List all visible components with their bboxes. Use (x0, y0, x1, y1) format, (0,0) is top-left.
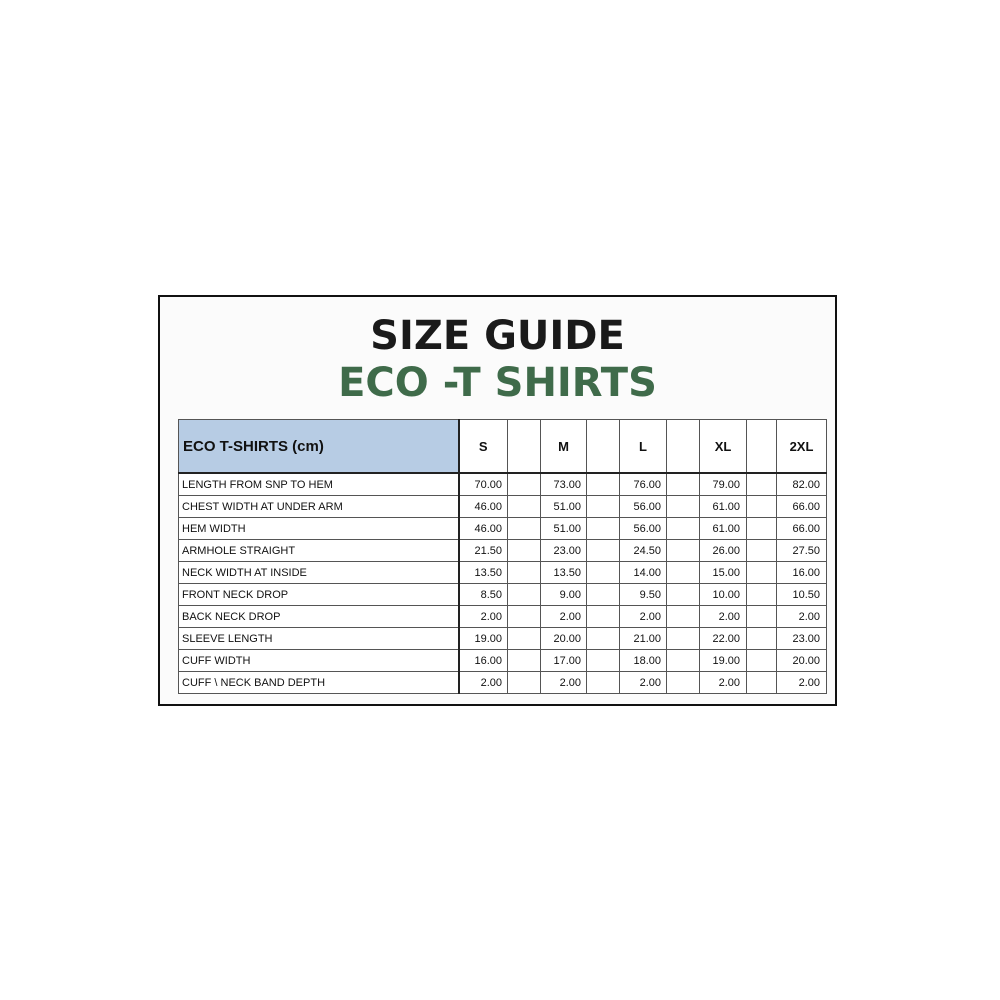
spacer-cell (508, 584, 541, 606)
spacer-cell (667, 672, 700, 694)
spacer-cell (587, 672, 620, 694)
spacer-cell (747, 496, 777, 518)
spacer-cell (508, 540, 541, 562)
measurement-label: CHEST WIDTH AT UNDER ARM (179, 496, 459, 518)
size-header-l: L (620, 420, 667, 474)
spacer-cell (667, 606, 700, 628)
size-table (178, 419, 827, 694)
value-cell-l: 9.50 (620, 584, 667, 606)
spacer-cell (587, 562, 620, 584)
table-row (179, 518, 827, 540)
value-cell-l: 56.00 (620, 496, 667, 518)
value-cell-m: 2.00 (541, 672, 587, 694)
measurement-label: NECK WIDTH AT INSIDE (179, 562, 459, 584)
value-cell-l: 2.00 (620, 606, 667, 628)
value-cell-2xl: 66.00 (777, 496, 827, 518)
spacer-cell (747, 473, 777, 496)
table-row (179, 584, 827, 606)
value-cell-m: 13.50 (541, 562, 587, 584)
spacer-cell (587, 518, 620, 540)
value-cell-xl: 26.00 (700, 540, 747, 562)
spacer-cell (667, 518, 700, 540)
spacer-cell (747, 518, 777, 540)
spacer-cell (747, 420, 777, 474)
value-cell-m: 23.00 (541, 540, 587, 562)
value-cell-xl: 2.00 (700, 672, 747, 694)
spacer-cell (587, 540, 620, 562)
value-cell-m: 20.00 (541, 628, 587, 650)
table-header-label: ECO T-SHIRTS (cm) (179, 420, 459, 474)
value-cell-m: 17.00 (541, 650, 587, 672)
value-cell-s: 2.00 (459, 606, 508, 628)
value-cell-m: 51.00 (541, 496, 587, 518)
spacer-cell (667, 584, 700, 606)
value-cell-2xl: 82.00 (777, 473, 827, 496)
spacer-cell (587, 420, 620, 474)
spacer-cell (667, 540, 700, 562)
table-header-row (179, 420, 827, 474)
value-cell-l: 56.00 (620, 518, 667, 540)
spacer-cell (508, 650, 541, 672)
value-cell-xl: 19.00 (700, 650, 747, 672)
value-cell-xl: 2.00 (700, 606, 747, 628)
value-cell-l: 2.00 (620, 672, 667, 694)
size-header-s: S (459, 420, 508, 474)
spacer-cell (508, 473, 541, 496)
value-cell-2xl: 2.00 (777, 606, 827, 628)
table-row (179, 672, 827, 694)
table-row (179, 606, 827, 628)
value-cell-s: 16.00 (459, 650, 508, 672)
value-cell-xl: 61.00 (700, 518, 747, 540)
spacer-cell (587, 473, 620, 496)
value-cell-m: 2.00 (541, 606, 587, 628)
spacer-cell (667, 420, 700, 474)
value-cell-2xl: 27.50 (777, 540, 827, 562)
value-cell-s: 21.50 (459, 540, 508, 562)
spacer-cell (508, 606, 541, 628)
size-guide-card (158, 295, 837, 706)
spacer-cell (508, 672, 541, 694)
spacer-cell (587, 584, 620, 606)
spacer-cell (667, 650, 700, 672)
value-cell-m: 9.00 (541, 584, 587, 606)
spacer-cell (747, 584, 777, 606)
spacer-cell (508, 496, 541, 518)
measurement-label: LENGTH FROM SNP TO HEM (179, 473, 459, 496)
size-header-m: M (541, 420, 587, 474)
table-row (179, 473, 827, 496)
value-cell-xl: 61.00 (700, 496, 747, 518)
measurement-label: FRONT NECK DROP (179, 584, 459, 606)
value-cell-m: 51.00 (541, 518, 587, 540)
spacer-cell (747, 628, 777, 650)
value-cell-xl: 15.00 (700, 562, 747, 584)
table-row (179, 540, 827, 562)
table-row (179, 562, 827, 584)
measurement-label: SLEEVE LENGTH (179, 628, 459, 650)
value-cell-l: 14.00 (620, 562, 667, 584)
spacer-cell (587, 606, 620, 628)
spacer-cell (667, 473, 700, 496)
page-title: SIZE GUIDE (370, 313, 625, 359)
spacer-cell (508, 562, 541, 584)
table-row (179, 650, 827, 672)
spacer-cell (747, 650, 777, 672)
value-cell-l: 21.00 (620, 628, 667, 650)
spacer-cell (587, 496, 620, 518)
value-cell-s: 19.00 (459, 628, 508, 650)
size-header-2xl: 2XL (777, 420, 827, 474)
value-cell-l: 24.50 (620, 540, 667, 562)
spacer-cell (508, 420, 541, 474)
spacer-cell (667, 562, 700, 584)
measurement-label: CUFF WIDTH (179, 650, 459, 672)
value-cell-xl: 22.00 (700, 628, 747, 650)
value-cell-2xl: 66.00 (777, 518, 827, 540)
value-cell-2xl: 23.00 (777, 628, 827, 650)
spacer-cell (747, 562, 777, 584)
value-cell-s: 13.50 (459, 562, 508, 584)
value-cell-s: 46.00 (459, 496, 508, 518)
measurement-label: HEM WIDTH (179, 518, 459, 540)
value-cell-m: 73.00 (541, 473, 587, 496)
value-cell-s: 70.00 (459, 473, 508, 496)
value-cell-xl: 79.00 (700, 473, 747, 496)
value-cell-2xl: 10.50 (777, 584, 827, 606)
spacer-cell (667, 628, 700, 650)
spacer-cell (508, 518, 541, 540)
value-cell-l: 18.00 (620, 650, 667, 672)
spacer-cell (747, 606, 777, 628)
value-cell-s: 46.00 (459, 518, 508, 540)
value-cell-2xl: 20.00 (777, 650, 827, 672)
measurement-label: BACK NECK DROP (179, 606, 459, 628)
value-cell-s: 8.50 (459, 584, 508, 606)
value-cell-l: 76.00 (620, 473, 667, 496)
value-cell-s: 2.00 (459, 672, 508, 694)
spacer-cell (508, 628, 541, 650)
spacer-cell (587, 650, 620, 672)
table-row (179, 496, 827, 518)
table-row (179, 628, 827, 650)
spacer-cell (747, 540, 777, 562)
page-subtitle: ECO -T SHIRTS (338, 360, 657, 406)
value-cell-xl: 10.00 (700, 584, 747, 606)
spacer-cell (667, 496, 700, 518)
measurement-label: CUFF \ NECK BAND DEPTH (179, 672, 459, 694)
measurement-label: ARMHOLE STRAIGHT (179, 540, 459, 562)
value-cell-2xl: 16.00 (777, 562, 827, 584)
spacer-cell (587, 628, 620, 650)
spacer-cell (747, 672, 777, 694)
value-cell-2xl: 2.00 (777, 672, 827, 694)
size-header-xl: XL (700, 420, 747, 474)
